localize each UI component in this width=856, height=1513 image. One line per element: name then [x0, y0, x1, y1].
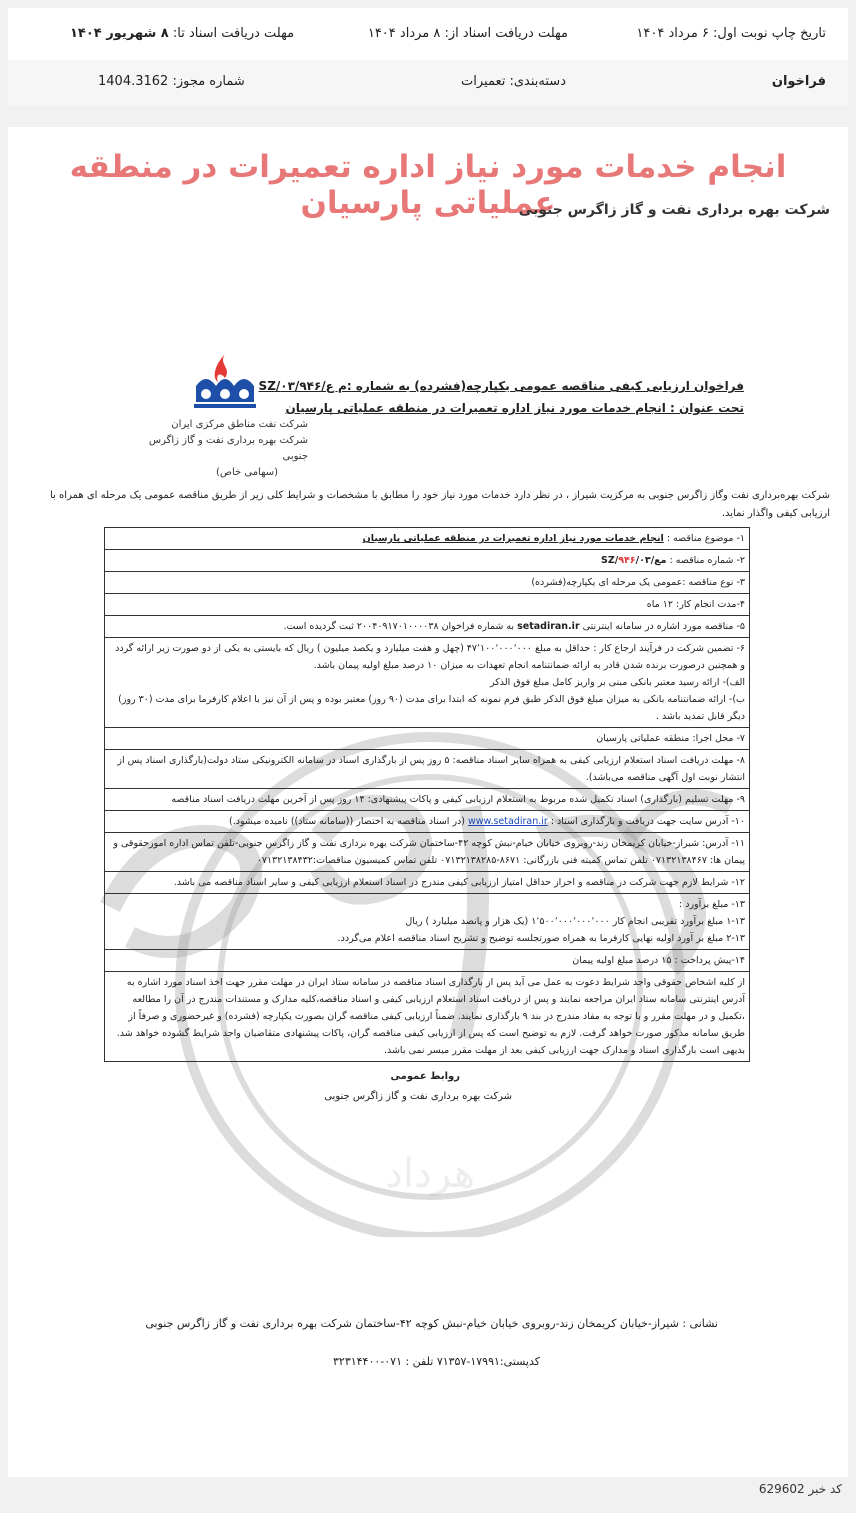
- postal-code: کدپستی:۱۷۹۹۱-۷۱۳۵۷ تلفن : ۰۷۱-۳۲۳۱۴۴۰۰: [333, 1355, 540, 1368]
- notice-card: [8, 127, 848, 1477]
- setadiran-www-link[interactable]: www.setadiran.ir: [468, 816, 548, 827]
- announcement-info-card: [8, 8, 848, 106]
- notice-headline: انجام خدمات مورد نیاز اداره تعمیرات در منطقه عملیاتی پارسیان: [69, 149, 787, 221]
- table-row: ۱۰- آدرس سایت جهت دریافت و بارگذاری اسناد : www.setadiran.ir (در اسناد مناقصه به اختصار ((سامانه ستاد)) نامیده میشود.): [105, 811, 749, 833]
- news-code: کد خبر 629602: [758, 1482, 842, 1496]
- flame-logo-icon: [188, 352, 262, 412]
- table-row: ۱۱- آدرس: شیراز-خیابان کریمخان زند-روبروی خیابان خیام-نبش کوچه ۴۲-ساختمان شرکت بهره برداری نفت و گاز زاگرس جنوبی-تلفن تماس اداره امورحقوقی و پیمان ها: ۰۷۱۳۲۱۳۸۴۶۷ تلفن تماس کمیته فنی بازرگانی: ۸۶۷۱-۰۷۱۳۲۱۳۸۲۸۵ تلفن تماس کمیسیون مناقصات:۰۷۱۳۲۱۳۸۴۳۲: [105, 833, 749, 872]
- logo-line-3: (سهامی خاص): [215, 467, 278, 478]
- table-row: ۷- محل اجرا: منطقه عملیاتی پارسیان: [105, 727, 749, 750]
- table-row: ۹- مهلت تسلیم (بارگذاری) اسناد تکمیل شده مربوط به استعلام ارزیابی کیفی و پاکات پیشنهادی: ۱۴ روز پس از آخرین مهلت دریافت اسناد مناقصه: [105, 789, 749, 811]
- table-row: ۱- موضوع مناقصه : انجام خدمات مورد نیاز اداره تعمیرات در منطقه عملیاتی پارسیان: [105, 528, 749, 550]
- license-number: شماره مجوز: 1404.3162: [98, 74, 245, 89]
- notice-intro: شرکت بهره‌برداری نفت وگاز زاگرس جنوبی به مرکزیت شیراز ، در نظر دارد خدمات مورد نیاز خود را مطابق با مشخصات و شرایط کلی زیر از طریق مناقصه عمومی یک مرحله ای همراه با ارزیابی کیفی واگذار نماید.: [50, 490, 830, 519]
- announcement-category: دسته‌بندی: تعمیرات: [461, 74, 566, 89]
- signature-department: روابط عمومی: [390, 1071, 460, 1082]
- call-subtitle: تحت عنوان : انجام خدمات مورد نیاز اداره تعمیرات در منطقه عملیاتی پارسیان: [285, 401, 744, 415]
- nioc-logo: [188, 352, 262, 412]
- setadiran-link[interactable]: setadiran.ir: [517, 621, 580, 632]
- receive-until-date: مهلت دریافت اسناد تا: ۸ شهریور ۱۴۰۴: [70, 26, 295, 41]
- notice-company: شرکت بهره برداری نفت و گاز زاگرس جنوبی: [518, 202, 830, 218]
- table-row: ۲- شماره مناقصه : مع/۹۴۶/۰۳/SZ: [105, 550, 749, 572]
- table-row: ۶- تضمین شرکت در فرآیند ارجاع کار : حداقل به مبلغ ۴۷٬۱۰۰٬۰۰۰٬۰۰۰ (چهل و هفت میلیارد و یکصد میلیون ) ریال که بایستی به یکی از دو صورت زیر ارائه گردد و همچنین درصورت برنده شدن قادر به ارائه ضمانتنامه انجام تعهدات به میزان ۱۰ درصد مبلغ اولیه پیمان باشد. الف)- ارائه رسید معتبر بانکی مبنی بر واریز کامل مبلغ فوق الذکر ب)- ارائه ضمانتنامه بانکی به میزان مبلغ فوق الذکر طبق فرم نمونه که ابتدا برای مدت (۹۰ روز) معتبر بوده و پس از آن نیز با اعلام کارفرما برای مدت (۳۰ روز) دیگر قابل تمدید باشد .: [115, 643, 745, 722]
- tender-details-table: [104, 527, 750, 1062]
- announcement-type: فراخوان: [771, 74, 826, 89]
- receive-from-date: مهلت دریافت اسناد از: ۸ مرداد ۱۴۰۴: [367, 26, 568, 41]
- table-row: ۵- مناقصه مورد اشاره در سامانه اینترنتی setadiran.ir به شماره فراخوان ۲۰۰۴۰۹۱۷۰۱۰۰۰۰۳۸ ثبت گردیده است.: [105, 616, 749, 638]
- call-title: فراخوان ارزیابی کیفی مناقصه عمومی یکپارچه(فشرده) به شماره :م ع/۰۳/۹۴۶/SZ: [258, 379, 744, 393]
- signature-company: شرکت بهره برداری نفت و گاز زاگرس جنوبی: [324, 1091, 512, 1102]
- table-row: ۱۴-پیش پرداخت : ۱۵ درصد مبلغ اولیه پیمان: [105, 950, 749, 972]
- logo-line-2: شرکت بهره برداری نفت و گاز زاگرس جنوبی: [148, 435, 308, 462]
- table-row: ۱۲- شرایط لازم جهت شرکت در مناقصه و احراز حداقل امتیاز ارزیابی کیفی مندرج در اسناد استعلام ارزیابی کیفی و سایر اسناد مناقصه می باشد.: [105, 872, 749, 894]
- svg-text:هرداد: هرداد: [385, 1151, 475, 1197]
- logo-line-1: شرکت نفت مناطق مرکزی ایران: [171, 419, 308, 430]
- company-address: نشانی : شیراز-خیابان کریمخان زند-روبروی خیابان خیام-نبش کوچه ۴۲-ساختمان شرکت بهره برداری نفت و گاز زاگرس جنوبی: [145, 1317, 718, 1330]
- table-row: ۳- نوع مناقصه :عمومی یک مرحله ای یکپارچه(فشرده): [105, 572, 749, 594]
- table-row: ۱۳- مبلغ برآورد : ۱-۱۳ مبلغ برآورد تقریبی انجام کار ۱٬۵۰۰٬۰۰۰٬۰۰۰٬۰۰۰ (یک هزار و پانصد میلیارد ) ریال ۲-۱۳ مبلغ بر آورد اولیه نهایی کارفرما به همراه صورتجلسه توضیح و تشریح اسناد مناقصه اعلام می‌گردد.: [105, 894, 749, 950]
- print-date: تاریخ چاپ نوبت اول: ۶ مرداد ۱۴۰۴: [636, 26, 826, 41]
- table-row: ۸- مهلت دریافت اسناد استعلام ارزیابی کیفی به همراه سایر اسناد مناقصه: ۵ روز پس از بارگذاری اسناد در سامانه الکترونیکی ستاد دولت(بارگذاری اسناد پس از انتشار نوبت اول آگهی مناقصه می‌باشد).: [105, 750, 749, 789]
- table-row: ۴-مدت انجام کار: ۱۲ ماه: [105, 594, 749, 616]
- table-row: از کلیه اشخاص حقوقی واجد شرایط دعوت به عمل می آید پس از بارگذاری اسناد مناقصه در سامانه ستاد ایران در مهلت مقرر جهت اخذ اسناد مورد اشاره به آدرس اینترنتی سامانه ستاد ایران مراجعه نمایند و پس از دریافت اسناد استعلام ارزیابی کیفی و اسناد مناقصه،کلیه مدارک و مستندات مندرج در آن را مطالعه ،تکمیل و در مهلت مقرر و با توجه به مفاد مندرج در بند ۹ بارگذاری نمایند. ضمناً ارزیابی کیفی مناقصه گران بصورت یکپارچه (فشرده) و غیرحضوری و صرفاً از طریق سامانه مذکور صورت خواهد گرفت. لازم به توضیح است که پس از ارزیابی کیفی مناقصه گران، پاکات پیشنهادی متقاضیان واجد شرایط گشوده خواهد شد. بدیهی است بارگذاری اسناد و مدارک جهت ارزیابی کیفی بعد از مهلت مقرر میسر نمی باشد.: [116, 977, 745, 1056]
- logo-caption: [148, 417, 308, 481]
